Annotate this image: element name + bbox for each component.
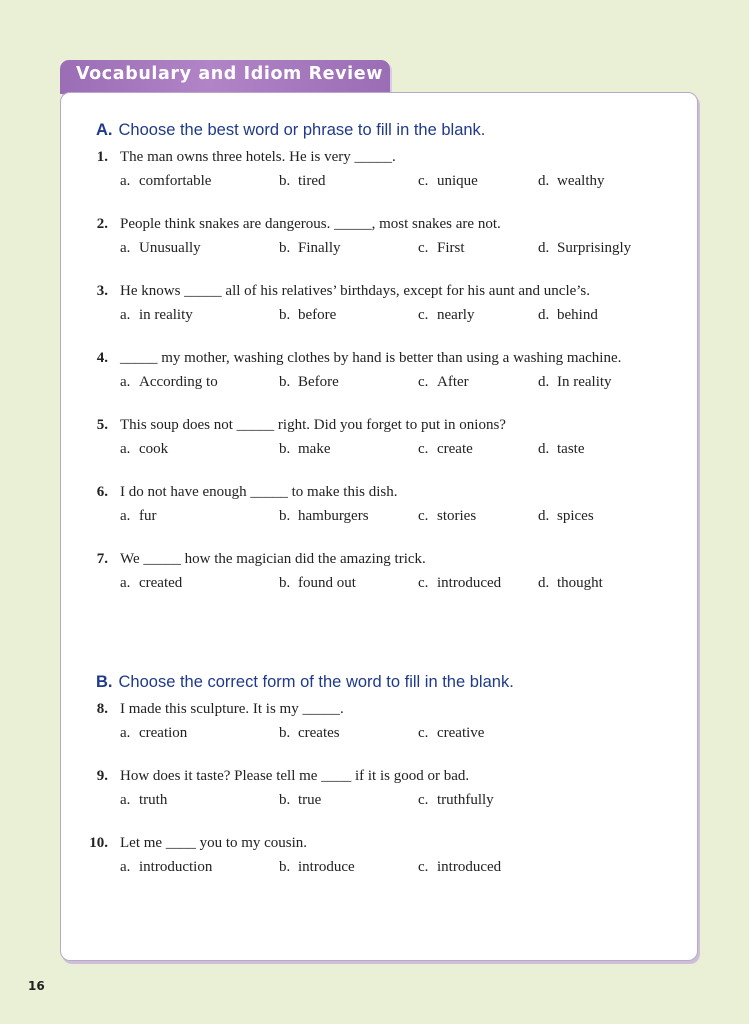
option-text: wealthy <box>557 173 605 189</box>
question-number: 10. <box>89 835 108 851</box>
answer-option[interactable] <box>538 240 631 257</box>
option-text: true <box>298 792 322 808</box>
question-text: I do not have enough _____ to make this dish. <box>120 484 398 500</box>
option-letter: a. <box>120 575 131 591</box>
title-tab <box>60 60 390 94</box>
section-a-heading <box>96 121 485 140</box>
option-letter: b. <box>279 307 291 323</box>
question-text: We _____ how the magician did the amazing trick. <box>120 551 426 567</box>
option-letter: a. <box>120 508 131 524</box>
option-letter: b. <box>279 859 291 875</box>
option-text: fur <box>139 508 157 524</box>
section-b-instruction: Choose the correct form of the word to fill in the blank. <box>118 673 514 691</box>
section-b-letter: B. <box>96 673 113 691</box>
question-line <box>80 768 680 790</box>
answer-option[interactable] <box>418 859 501 876</box>
option-text: Before <box>298 374 339 390</box>
question-number: 6. <box>96 484 108 500</box>
option-letter: a. <box>120 173 131 189</box>
question-line <box>80 551 680 573</box>
answer-option[interactable] <box>279 441 330 458</box>
answer-options <box>80 725 680 747</box>
answer-option[interactable] <box>279 240 341 257</box>
question-number: 7. <box>96 551 108 567</box>
option-letter: b. <box>279 374 291 390</box>
question-number: 1. <box>96 149 108 165</box>
option-letter: d. <box>538 508 550 524</box>
question-number: 8. <box>96 701 108 717</box>
question-8 <box>80 701 680 747</box>
section-a-letter: A. <box>96 121 113 139</box>
option-letter: c. <box>418 240 429 256</box>
option-text: Surprisingly <box>557 240 632 256</box>
option-letter: b. <box>279 240 291 256</box>
option-text: spices <box>557 508 594 524</box>
option-text: stories <box>437 508 477 524</box>
answer-option[interactable] <box>120 725 187 742</box>
option-text: make <box>298 441 331 457</box>
answer-option[interactable] <box>120 859 212 876</box>
question-line <box>80 484 680 506</box>
option-letter: a. <box>120 725 131 741</box>
answer-option[interactable] <box>418 575 501 592</box>
option-letter: c. <box>418 859 429 875</box>
question-line <box>80 701 680 723</box>
answer-option[interactable] <box>120 575 182 592</box>
answer-option[interactable] <box>279 173 326 190</box>
option-text: introduction <box>139 859 213 875</box>
option-letter: b. <box>279 725 291 741</box>
option-text: hamburgers <box>298 508 369 524</box>
option-letter: b. <box>279 508 291 524</box>
option-text: truthfully <box>437 792 494 808</box>
answer-option[interactable] <box>538 575 603 592</box>
question-text: This soup does not _____ right. Did you forget to put in onions? <box>120 417 506 433</box>
answer-option[interactable] <box>120 173 211 190</box>
answer-options <box>80 240 680 262</box>
answer-options <box>80 508 680 530</box>
section-b-heading <box>96 673 514 692</box>
option-text: thought <box>557 575 603 591</box>
question-line <box>80 216 680 238</box>
question-line <box>80 350 680 372</box>
question-text: People think snakes are dangerous. _____, most snakes are not. <box>120 216 501 232</box>
option-letter: c. <box>418 508 429 524</box>
option-letter: d. <box>538 307 550 323</box>
answer-option[interactable] <box>418 307 474 324</box>
question-text: I made this sculpture. It is my _____. <box>120 701 344 717</box>
option-text: cook <box>139 441 169 457</box>
answer-option[interactable] <box>120 508 157 525</box>
option-text: created <box>139 575 183 591</box>
option-text: create <box>437 441 473 457</box>
option-text: found out <box>298 575 356 591</box>
option-text: creates <box>298 725 340 741</box>
answer-option[interactable] <box>279 307 336 324</box>
answer-option[interactable] <box>418 240 465 257</box>
option-text: creation <box>139 725 188 741</box>
question-9 <box>80 768 680 814</box>
answer-option[interactable] <box>418 441 473 458</box>
question-number: 2. <box>96 216 108 232</box>
option-letter: b. <box>279 575 291 591</box>
option-text: behind <box>557 307 598 323</box>
question-6 <box>80 484 680 530</box>
option-text: According to <box>139 374 218 390</box>
answer-options <box>80 307 680 329</box>
option-text: tired <box>298 173 326 189</box>
option-letter: b. <box>279 792 291 808</box>
question-line <box>80 149 680 171</box>
option-letter: d. <box>538 441 550 457</box>
option-letter: a. <box>120 307 131 323</box>
answer-options <box>80 173 680 195</box>
option-letter: a. <box>120 859 131 875</box>
question-number: 9. <box>96 768 108 784</box>
answer-option[interactable] <box>418 725 484 742</box>
page-title: Vocabulary and Idiom Review <box>76 64 383 84</box>
option-letter: c. <box>418 374 429 390</box>
question-3 <box>80 283 680 329</box>
answer-option[interactable] <box>279 575 356 592</box>
question-2 <box>80 216 680 262</box>
option-text: After <box>437 374 469 390</box>
answer-option[interactable] <box>279 508 369 525</box>
answer-options <box>80 859 680 881</box>
option-text: Finally <box>298 240 341 256</box>
page-number: 16 <box>28 979 45 993</box>
option-letter: a. <box>120 792 131 808</box>
question-line <box>80 417 680 439</box>
option-letter: d. <box>538 374 550 390</box>
option-text: taste <box>557 441 585 457</box>
option-text: First <box>437 240 465 256</box>
question-text: Let me ____ you to my cousin. <box>120 835 308 851</box>
option-letter: c. <box>418 173 429 189</box>
question-line <box>80 835 680 857</box>
answer-options <box>80 792 680 814</box>
answer-options <box>80 575 680 597</box>
answer-option[interactable] <box>120 240 201 257</box>
option-text: introduce <box>298 859 355 875</box>
answer-option[interactable] <box>538 374 612 391</box>
option-text: comfortable <box>139 173 212 189</box>
answer-option[interactable] <box>120 792 167 809</box>
option-text: introduced <box>437 859 502 875</box>
option-text: introduced <box>437 575 502 591</box>
option-text: Unusually <box>139 240 201 256</box>
question-text: He knows _____ all of his relatives’ birthdays, except for his aunt and uncle’s. <box>120 283 591 299</box>
answer-option[interactable] <box>538 173 604 190</box>
question-number: 4. <box>96 350 108 366</box>
answer-option[interactable] <box>279 859 355 876</box>
answer-option[interactable] <box>120 441 168 458</box>
question-text: How does it taste? Please tell me ____ if it is good or bad. <box>120 768 470 784</box>
option-text: In reality <box>557 374 612 390</box>
answer-option[interactable] <box>538 441 585 458</box>
answer-option[interactable] <box>418 508 476 525</box>
answer-option[interactable] <box>279 792 321 809</box>
answer-option[interactable] <box>279 374 339 391</box>
answer-options <box>80 441 680 463</box>
question-5 <box>80 417 680 463</box>
answer-option[interactable] <box>120 374 218 391</box>
option-text: creative <box>437 725 485 741</box>
question-4 <box>80 350 680 396</box>
answer-option[interactable] <box>538 508 594 525</box>
option-text: nearly <box>437 307 475 323</box>
answer-option[interactable] <box>120 307 193 324</box>
option-letter: c. <box>418 441 429 457</box>
answer-option[interactable] <box>538 307 598 324</box>
option-text: unique <box>437 173 478 189</box>
answer-option[interactable] <box>418 173 478 190</box>
question-line <box>80 283 680 305</box>
question-number: 5. <box>96 417 108 433</box>
section-a-instruction: Choose the best word or phrase to fill in the blank. <box>118 121 486 139</box>
answer-option[interactable] <box>279 725 340 742</box>
option-text: in reality <box>139 307 193 323</box>
option-letter: c. <box>418 792 429 808</box>
question-1 <box>80 149 680 195</box>
option-letter: a. <box>120 374 131 390</box>
question-7 <box>80 551 680 597</box>
option-letter: d. <box>538 575 550 591</box>
answer-options <box>80 374 680 396</box>
option-letter: c. <box>418 307 429 323</box>
option-letter: b. <box>279 173 291 189</box>
option-letter: c. <box>418 725 429 741</box>
question-number: 3. <box>96 283 108 299</box>
answer-option[interactable] <box>418 374 469 391</box>
question-text: The man owns three hotels. He is very _____. <box>120 149 396 165</box>
answer-option[interactable] <box>418 792 494 809</box>
question-10 <box>80 835 680 881</box>
option-letter: d. <box>538 173 550 189</box>
question-text: _____ my mother, washing clothes by hand is better than using a washing machine. <box>120 350 622 366</box>
option-text: truth <box>139 792 168 808</box>
option-letter: c. <box>418 575 429 591</box>
option-letter: a. <box>120 441 131 457</box>
option-letter: b. <box>279 441 291 457</box>
option-letter: a. <box>120 240 131 256</box>
option-letter: d. <box>538 240 550 256</box>
option-text: before <box>298 307 337 323</box>
